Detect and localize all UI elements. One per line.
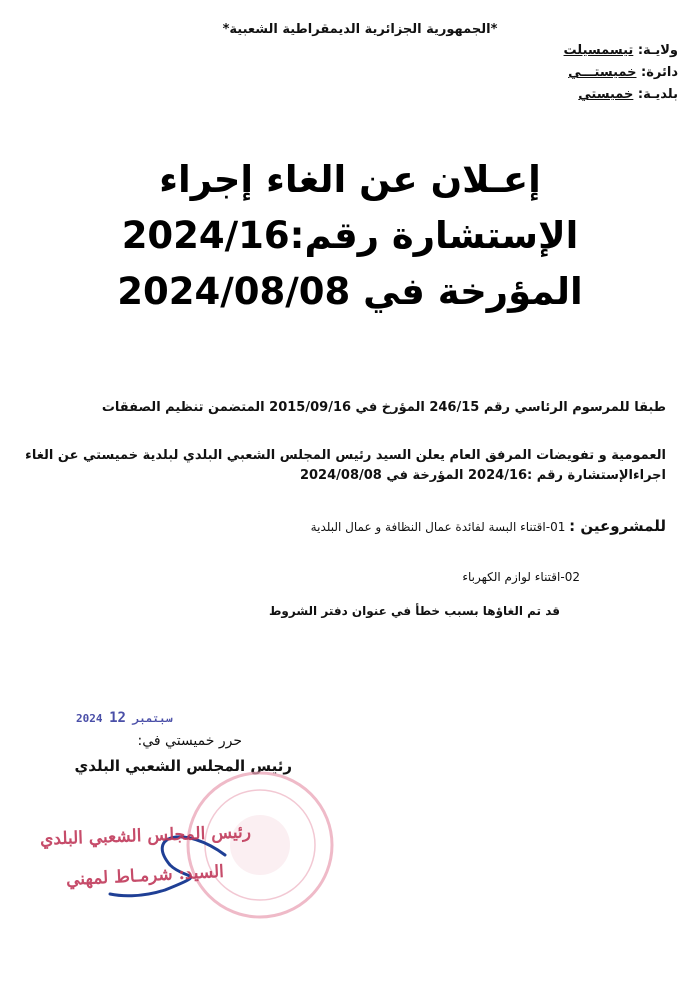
projects-label: للمشروعين :	[569, 517, 666, 535]
daira-value: خميستـــي	[568, 65, 637, 80]
date-year: 2024	[76, 712, 103, 725]
cancel-reason: قد تم الغاؤها بسبب خطأ في عنوان دفتر الشروط	[268, 604, 560, 618]
baladiya-line	[564, 84, 678, 106]
stamp-text-name: السيد: شرمـاط لمهني	[65, 861, 225, 891]
stamp-text-title: رئيس المجلس الشعبي البلدي	[39, 822, 252, 850]
date-month: سبتمبر	[132, 712, 173, 725]
project-item-2: 02-اقتناء لوازم الكهرباء	[462, 570, 580, 584]
signed-place: حرر خميستي في:	[137, 733, 242, 749]
date-day: 12	[109, 710, 126, 726]
title-line-1: إعـلان عن الغاء إجراء	[159, 158, 541, 201]
wilaya-value: تيسمسيلت	[563, 43, 634, 58]
date-stamp	[76, 710, 172, 726]
wilaya-label: ولايـة:	[637, 43, 678, 58]
body-paragraph-3: اجراءالإستشارة رقم :2024/16 المؤرخة في 2024/08/08	[299, 468, 666, 483]
admin-header	[564, 40, 678, 106]
wilaya-line	[564, 40, 678, 62]
baladiya-label: بلديـة:	[637, 87, 678, 102]
daira-line	[564, 62, 678, 84]
body-paragraph-2: العمومية و تفويضات المرفق العام يعلن السيد رئيس المجلس الشعبي البلدي لبلدية خميستي عن الغاء	[25, 448, 666, 463]
title-line-3: المؤرخة في 2024/08/08	[117, 270, 583, 313]
signatory-title: رئيس المجلس الشعبي البلدي	[74, 757, 292, 775]
republic-heading: *الجمهورية الجزائرية الديمقراطية الشعبية*	[222, 22, 498, 37]
title-line-2: الإستشارة رقم:2024/16	[121, 214, 579, 257]
daira-label: دائرة:	[641, 65, 678, 80]
project-item-1: 01-اقتناء البسة لفائدة عمال النظافة و عمال البلدية	[310, 520, 566, 534]
body-paragraph-1: طبقا للمرسوم الرئاسي رقم 246/15 المؤرخ في 2015/09/16 المتضمن تنظيم الصفقات	[101, 400, 666, 415]
projects-line	[311, 517, 666, 535]
baladiya-value: خميستي	[578, 87, 634, 102]
announcement-title	[60, 152, 640, 320]
